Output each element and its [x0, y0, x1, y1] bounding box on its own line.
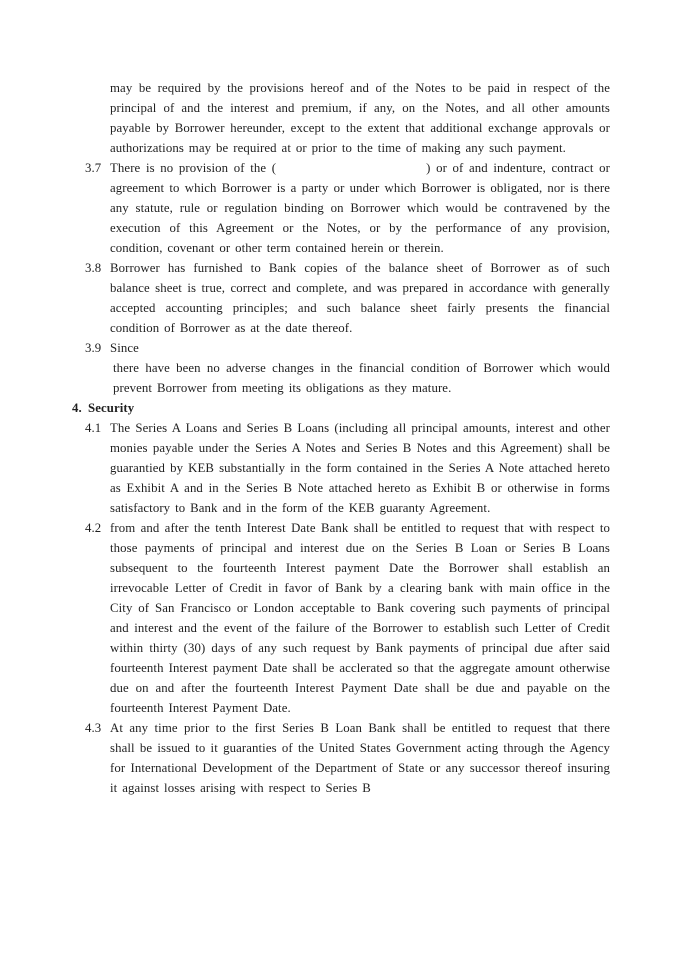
- clause-number: 3.8: [85, 261, 102, 275]
- blank-fill-in-field: [276, 171, 426, 172]
- section-title: Security: [88, 401, 135, 415]
- clause-text: Borrower has furnished to Bank copies of the balance sheet of Borrower as of such balance sheet is true, correct and complete, and was prepared in accordance with generally accepted accounting principles; and such balance sheet fairly presents the financial condition of Borrower as at the date thereof.: [110, 261, 610, 335]
- clause-text-before-blank: There is no provision of the (: [110, 161, 277, 175]
- clause-number: 4.3: [85, 721, 102, 735]
- section-heading-security: [72, 398, 610, 418]
- clause-3-9: [85, 338, 610, 398]
- clause-3-8: [85, 258, 610, 338]
- section-number: 4.: [72, 401, 82, 415]
- clause-text: At any time prior to the first Series B Loan Bank shall be entitled to request that there shall be issued to it guaranties of the United States Government acting through the Agency for International Development of the Department of State or any successor thereof insuring it against losses arising with respect to Series B: [110, 721, 610, 795]
- clause-number: 4.2: [85, 521, 102, 535]
- clause-text: [110, 158, 610, 258]
- clause-4-3: [85, 718, 610, 798]
- clause-text: there have been no adverse changes in the financial condition of Borrower which would prevent Borrower from meeting its obligations as they mature.: [113, 361, 610, 395]
- paragraph-continuation: may be required by the provisions hereof and of the Notes to be paid in respect of the principal of and the interest and premium, if any, on the Notes, and all other amounts payable by Borrower hereunder, except to the extent that additional exchange approvals or authorizations may be required at or prior to the time of making any such payment.: [110, 81, 610, 155]
- clause-number: 3.7: [85, 161, 102, 175]
- clause-lead-text: Since: [110, 341, 139, 355]
- clause-text-block: [110, 338, 610, 398]
- clause-text-after-blank: ) or of and indenture, contract or agreement to which Borrower is a party or under which Borrower is obligated, nor is there any statute, rule or regulation binding on Borrower which would be contravened by the execution of this Agreement or the Notes, or by the performance of any provision, condition, covenant or other term contained herein or therein.: [110, 161, 610, 255]
- clause-text: The Series A Loans and Series B Loans (including all principal amounts, interest and other monies payable under the Series A Notes and Series B Notes and this Agreement) shall be guarantied by KEB substantially in the form contained in the Series A Note attached hereto as Exhibit A and in the Series B Note attached hereto as Exhibit B or otherwise in forms satisfactory to Bank and in the form of the KEB guaranty Agreement.: [110, 421, 610, 515]
- clause-number: 3.9: [85, 341, 102, 355]
- clause-number: 4.1: [85, 421, 102, 435]
- clause-text: from and after the tenth Interest Date Bank shall be entitled to request that with respect to those payments of principal and interest due on the Series B Loan or Series B Loans subsequent to the fourteenth Interest payment Date the Borrower shall establish an irrevocable Letter of Credit in favor of Bank by a clearing bank with main office in the City of San Francisco or London acceptable to Bank covering such payments of principal and interest and the event of the failure of the Borrower to establish such Letter of Credit within thirty (30) days of any such request by Bank payments of principal due after said fourteenth Interest payment Date shall be acclerated so that the aggregate amount otherwise due on and after the fourteenth Interest Payment Date shall be due and payable on the fourteenth Interest Payment Date.: [110, 521, 610, 715]
- clause-4-1: [85, 418, 610, 518]
- clause-3-7: [85, 158, 610, 258]
- clause-4-2: [85, 518, 610, 718]
